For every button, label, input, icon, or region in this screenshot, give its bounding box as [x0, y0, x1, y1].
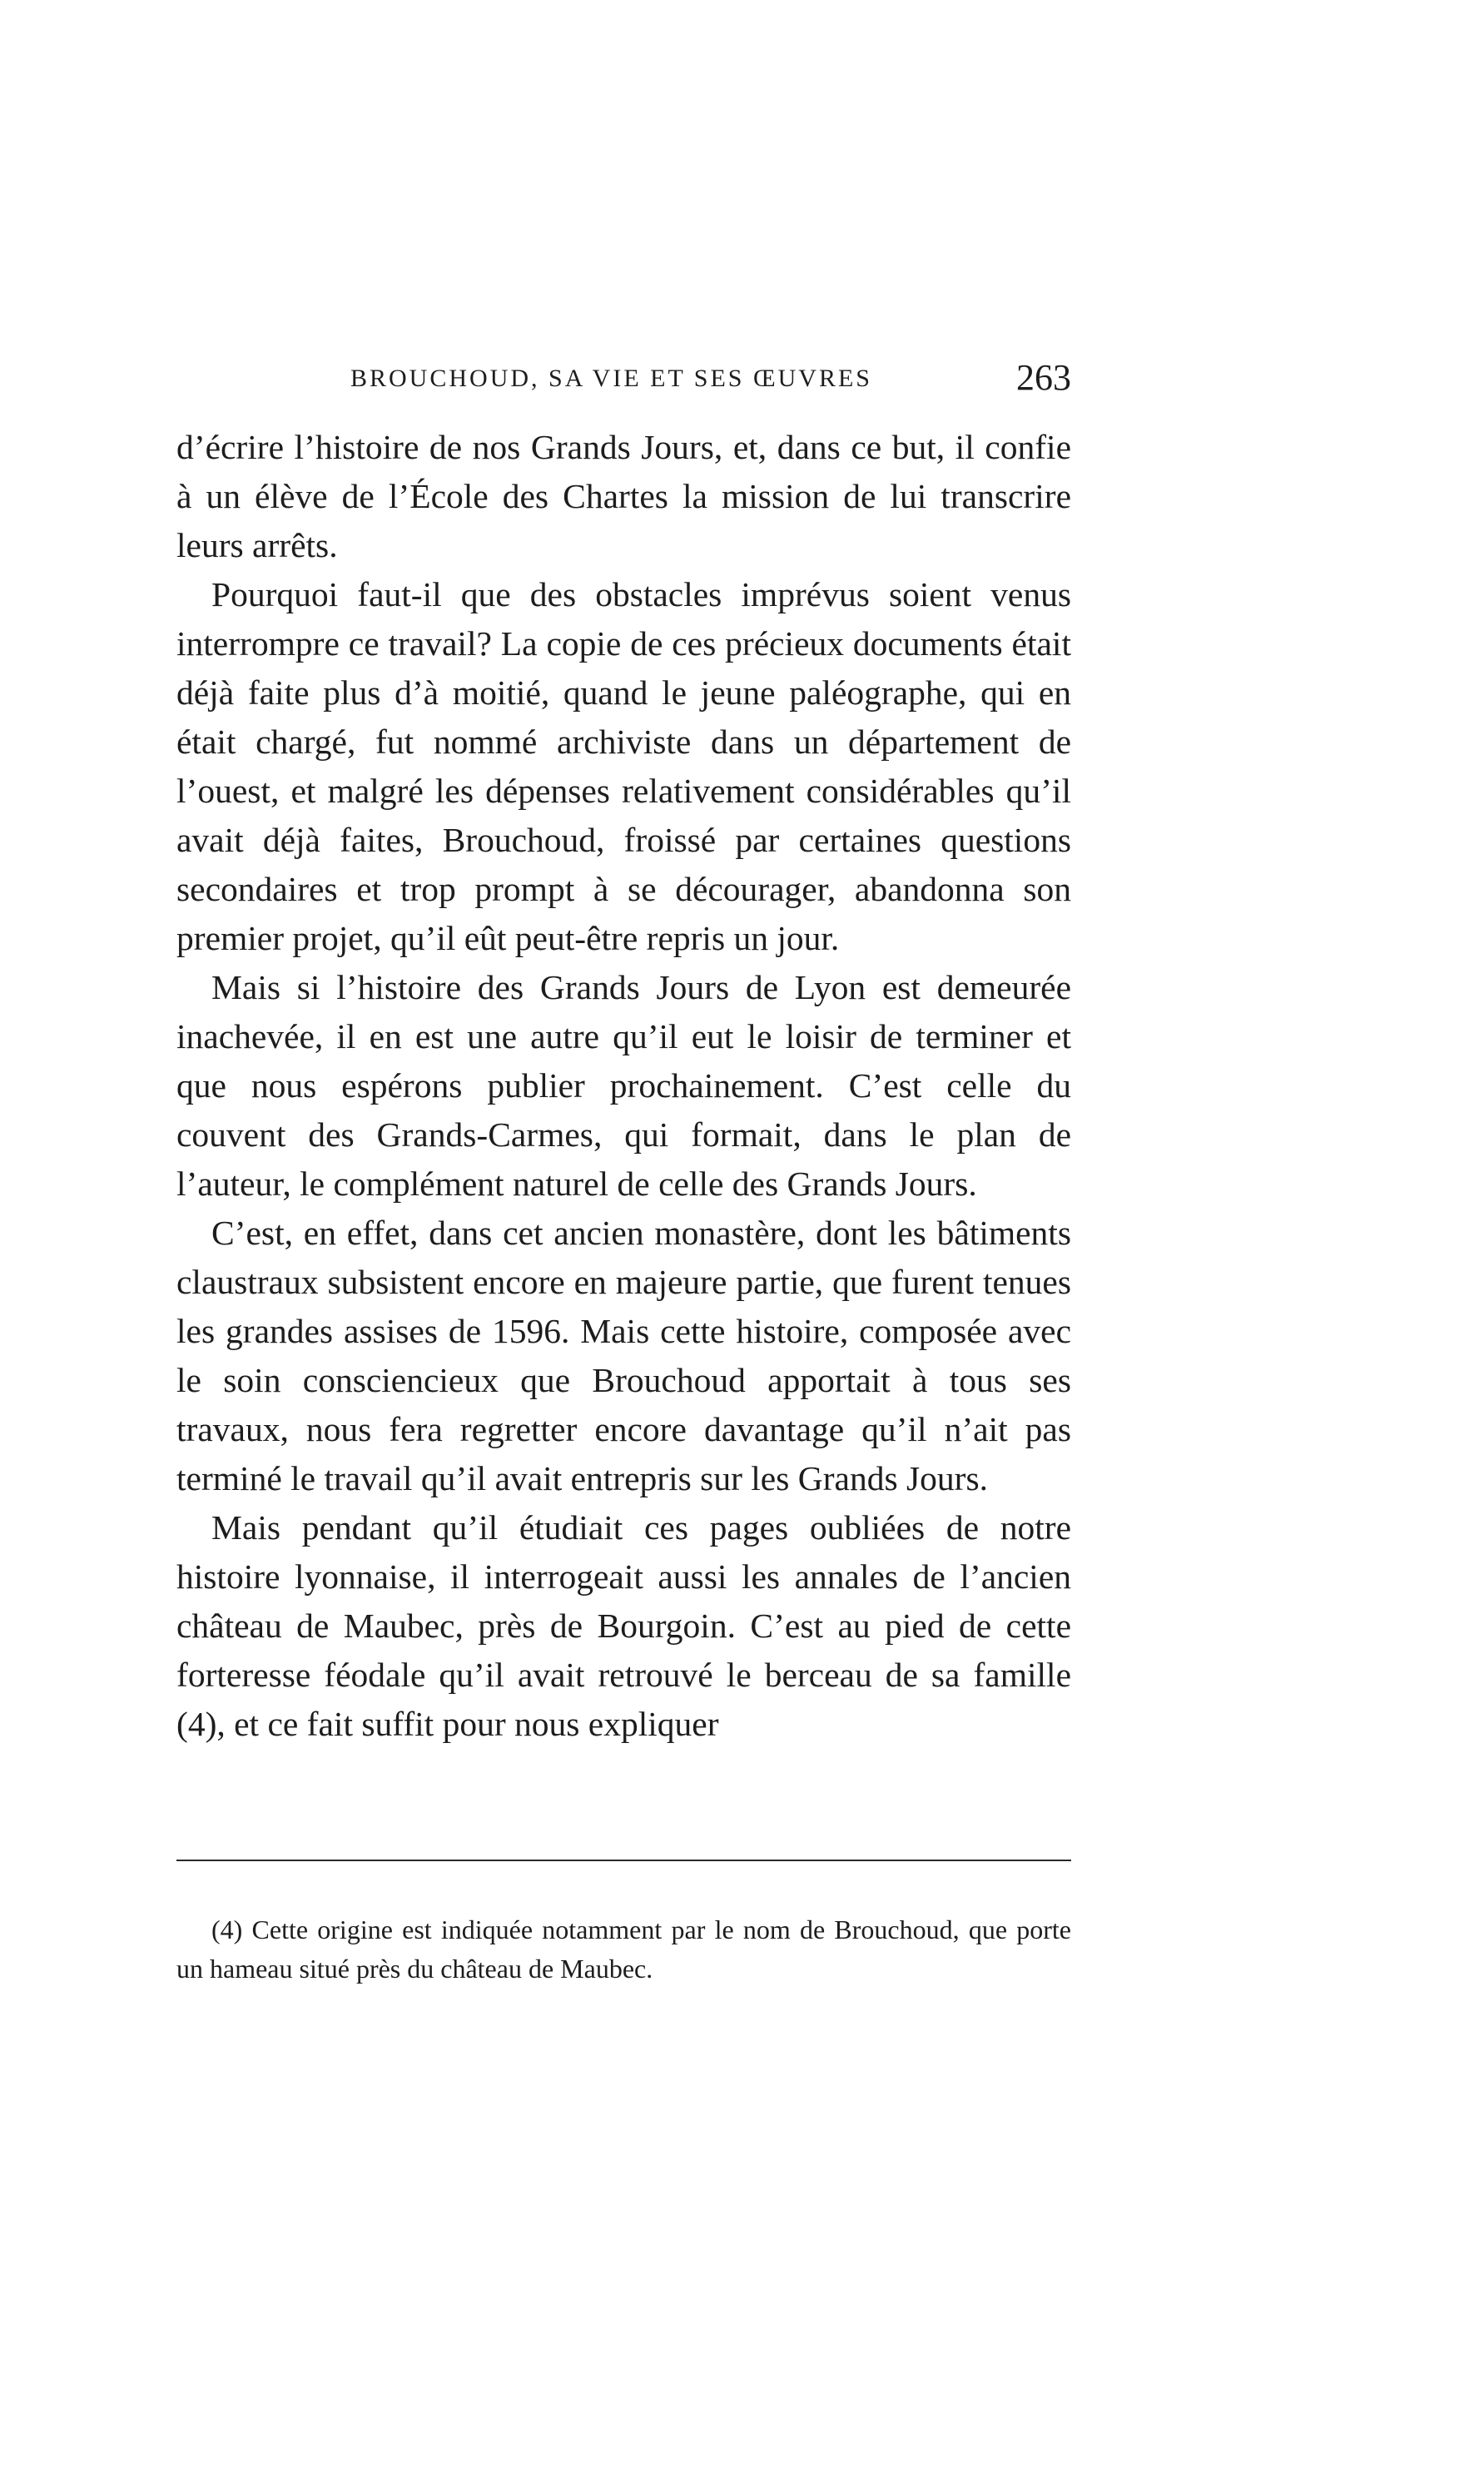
main-text: [176, 423, 1071, 1749]
page-header: [350, 356, 1071, 406]
page-number: 263: [1016, 357, 1071, 398]
paragraph: d’écrire l’histoire de nos Grands Jours, et, dans ce but, il confie à un élève de l’École des Chartes la mission de lui transcrire leurs arrêts.: [176, 428, 1071, 564]
paragraph: C’est, en effet, dans cet ancien monastère, dont les bâtiments claustraux subsistent encore en majeure partie, que furent tenues les grandes assises de 1596. Mais cette histoire, composée avec le soin consciencieux que Brouchoud apportait à tous ses travaux, nous fera regretter encore davantage qu’il n’ait pas terminé le travail qu’il avait entrepris sur les Grands Jours.: [176, 1214, 1071, 1497]
paragraph: Mais si l’histoire des Grands Jours de Lyon est demeurée inachevée, il en est une autre qu’il eut le loisir de terminer et que nous espérons publier prochainement. C’est celle du couvent des Grands-Carmes, qui formait, dans le plan de l’auteur, le complément naturel de celle des Grands Jours.: [176, 968, 1071, 1203]
paragraph: Pourquoi faut-il que des obstacles imprévus soient venus interrompre ce travail? La copie de ces précieux documents était déjà faite plus d’à moitié, quand le jeune paléographe, qui en était chargé, fut nommé archiviste dans un département de l’ouest, et malgré les dépenses relativement considérables qu’il avait déjà faites, Brouchoud, froissé par certaines questions secondaires et trop prompt à se décourager, abandonna son premier projet, qu’il eût peut-être repris un jour.: [176, 575, 1071, 957]
running-title: BROUCHOUD, SA VIE ET SES ŒUVRES: [350, 365, 872, 392]
footnote: (4) Cette origine est indiquée notamment par le nom de Brouchoud, que porte un hameau situé près du château de Maubec.: [176, 1914, 1071, 1984]
paragraph: Mais pendant qu’il étudiait ces pages oubliées de notre histoire lyonnaise, il interrogeait aussi les annales de l’ancien château de Maubec, près de Bourgoin. C’est au pied de cette forteresse féodale qu’il avait retrouvé le berceau de sa famille (4), et ce fait suffit pour nous expliquer: [176, 1508, 1071, 1743]
footnote-divider: [176, 1860, 1071, 1861]
